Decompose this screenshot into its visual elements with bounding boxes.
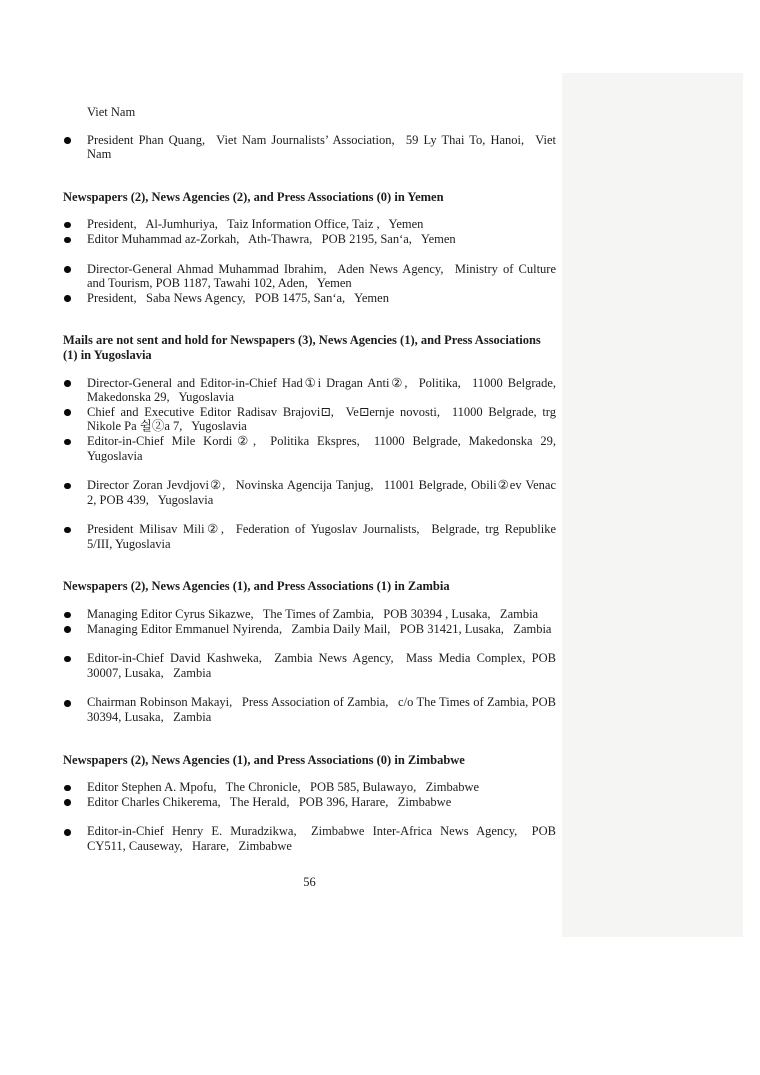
bullet-icon <box>64 612 71 619</box>
directory-entry <box>63 478 556 507</box>
entry-text: President Milisav Mili②, Federation of Yugoslav Journalists, Belgrade, trg Republike 5/III, Yugoslavia <box>87 522 556 551</box>
directory-entry <box>63 217 556 232</box>
directory-entry <box>63 607 556 622</box>
entry-group <box>63 522 556 551</box>
section-heading: Newspapers (2), News Agencies (1), and Press Associations (1) in Zambia <box>63 579 450 594</box>
directory-entry <box>63 376 556 405</box>
bullet-icon <box>64 799 71 806</box>
directory-entry <box>63 291 556 306</box>
directory-entry <box>63 133 556 162</box>
entry-group <box>63 695 556 724</box>
entry-text: President Phan Quang, Viet Nam Journalists’ Association, 59 Ly Thai To, Hanoi, Viet Nam <box>87 132 556 162</box>
directory-entry <box>63 824 556 853</box>
section-heading: Mails are not sent and hold for Newspapers (3), News Agencies (1), and Press Associations (1) in Yugoslavia <box>63 333 541 362</box>
section <box>63 333 556 551</box>
entry-group <box>63 262 556 306</box>
directory-entry <box>63 622 556 637</box>
entry-text: President, Al-Jumhuriya, Taiz Information Office, Taiz , Yemen <box>87 217 424 232</box>
section <box>63 753 556 854</box>
bullet-icon <box>64 137 71 144</box>
entry-text: Editor-in-Chief Henry E. Muradzikwa, Zimbabwe Inter-Africa News Agency, POB CY511, Causeway, Harare, Zimbabwe <box>87 824 556 853</box>
entry-text: Chief and Executive Editor Radisav Brajovi⊡, Ve⊡ernje novosti, 11000 Belgrade, trg Nikole Pa 쉴②a 7, Yugoslavia <box>87 404 556 434</box>
entry-group <box>63 780 556 809</box>
section-heading: Newspapers (2), News Agencies (2), and Press Associations (0) in Yemen <box>63 189 444 204</box>
bullet-icon <box>64 483 71 490</box>
directory-entry <box>63 780 556 795</box>
bullet-icon <box>64 626 71 633</box>
bullet-icon <box>64 829 71 836</box>
entry-group <box>63 607 556 636</box>
directory-entry <box>63 651 556 680</box>
entry-text: Editor-in-Chief Mile Kordi②, Politika Ekspres, 11000 Belgrade, Makedonska 29, Yugoslavia <box>87 433 556 463</box>
section-heading: Newspapers (2), News Agencies (1), and Press Associations (0) in Zimbabwe <box>63 752 465 767</box>
entry-text: Editor Stephen A. Mpofu, The Chronicle, POB 585, Bulawayo, Zimbabwe <box>87 780 480 795</box>
entry-group <box>63 651 556 680</box>
entry-text: Director Zoran Jevdjovi②, Novinska Agencija Tanjug, 11001 Belgrade, Obili②ev Venac 2, POB 439, Yugoslavia <box>87 478 556 507</box>
directory-entry <box>63 795 556 810</box>
bullet-icon <box>64 266 71 273</box>
bullet-icon <box>64 527 71 534</box>
entry-group <box>63 478 556 507</box>
entry-text: Managing Editor Cyrus Sikazwe, The Times of Zambia, POB 30394 , Lusaka, Zambia <box>87 607 539 622</box>
directory-entry <box>63 695 556 724</box>
bullet-icon <box>64 785 71 792</box>
entry-text: Director-General Ahmad Muhammad Ibrahim, Aden News Agency, Ministry of Culture and Tourism, POB 1187, Tawahi 102, Aden, Yemen <box>87 261 556 291</box>
page-number: 56 <box>303 874 316 889</box>
entry-text: Managing Editor Emmanuel Nyirenda, Zambia Daily Mail, POB 31421, Lusaka, Zambia <box>87 621 552 636</box>
side-panel <box>562 73 743 937</box>
entry-text: President, Saba News Agency, POB 1475, San‘a, Yemen <box>87 290 389 305</box>
directory-entry <box>63 522 556 551</box>
bullet-icon <box>64 700 71 707</box>
bullet-icon <box>64 295 71 302</box>
entry-text: Chairman Robinson Makayi, Press Association of Zambia, c/o The Times of Zambia, POB 30394, Lusaka, Zambia <box>87 695 556 725</box>
continuation-line: Viet Nam <box>87 105 136 119</box>
section <box>63 190 556 306</box>
entry-group <box>63 824 556 853</box>
directory-entry <box>63 232 556 247</box>
continuation-entries <box>63 133 556 162</box>
entry-group <box>63 217 556 246</box>
directory-entry <box>63 262 556 291</box>
directory-entry <box>63 405 556 434</box>
bullet-icon <box>64 222 71 229</box>
section <box>63 579 556 724</box>
directory-entry <box>63 434 556 463</box>
entry-text: Editor-in-Chief David Kashweka, Zambia News Agency, Mass Media Complex, POB 30007, Lusaka, Zambia <box>87 651 556 680</box>
bullet-icon <box>64 656 71 663</box>
bullet-icon <box>64 380 71 387</box>
sections <box>63 190 556 854</box>
entry-text: Editor Charles Chikerema, The Herald, POB 396, Harare, Zimbabwe <box>87 794 452 809</box>
bullet-icon <box>64 439 71 446</box>
bullet-icon <box>64 237 71 244</box>
document-content <box>63 105 556 889</box>
entry-group <box>63 376 556 464</box>
entry-text: Editor Muhammad az-Zorkah, Ath-Thawra, POB 2195, San‘a, Yemen <box>87 231 456 246</box>
entry-text: Director-General and Editor-in-Chief Had①i Dragan Anti②, Politika, 11000 Belgrade, Makedonska 29, Yugoslavia <box>87 375 556 405</box>
bullet-icon <box>64 409 71 416</box>
